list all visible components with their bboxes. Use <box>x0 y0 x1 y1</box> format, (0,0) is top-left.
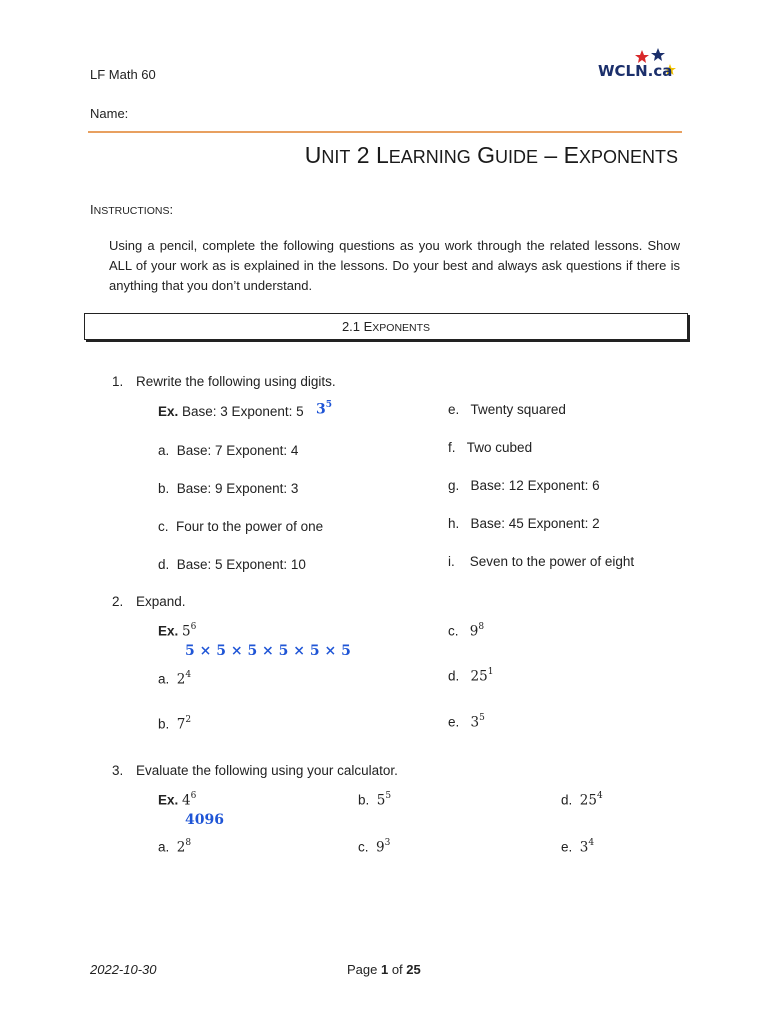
course-name: LF Math 60 <box>90 67 156 82</box>
q2-item-a: a. $2^4$ <box>158 670 192 688</box>
q3-example: Ex. $4^6$ <box>158 791 197 809</box>
q1-item-g: g. Base: 12 Exponent: 6 <box>448 478 600 493</box>
logo-suffix: .ca <box>647 62 673 80</box>
q1-item-a: a. Base: 7 Exponent: 4 <box>158 443 299 458</box>
q1-item-e: e. Twenty squared <box>448 402 566 417</box>
logo-text: WCLN <box>598 62 648 80</box>
q2-example-answer: 5 × 5 × 5 × 5 × 5 × 5 <box>185 643 351 659</box>
q2-example: Ex. $5^6$ <box>158 622 197 640</box>
q3-example-answer: 4096 <box>185 812 224 828</box>
header-rule <box>88 131 682 133</box>
q2-item-b: b. $7^2$ <box>158 715 192 733</box>
footer-page-number: Page 1 of 25 <box>347 962 421 977</box>
q2-item-e: e. $3^5$ <box>448 713 485 731</box>
q1-prompt: Rewrite the following using digits. <box>136 374 336 389</box>
q3-item-e: e. $3^4$ <box>561 838 595 856</box>
q3-item-c: c. $9^3$ <box>358 838 391 856</box>
q1-item-f: f. Two cubed <box>448 440 533 455</box>
section-heading: 2.1 EXPONENTS <box>84 313 688 340</box>
q1-example: Ex. Base: 3 Exponent: 5 <box>158 404 304 419</box>
q3-number: 3. <box>112 763 124 778</box>
q1-item-h: h. Base: 45 Exponent: 2 <box>448 516 600 531</box>
q3-item-b: b. $5^5$ <box>358 791 392 809</box>
q1-item-i: i. Seven to the power of eight <box>448 554 635 569</box>
q1-item-d: d. Base: 5 Exponent: 10 <box>158 557 306 572</box>
footer-date: 2022-10-30 <box>90 962 157 977</box>
q1-item-c: c. Four to the power of one <box>158 519 324 534</box>
q2-prompt: Expand. <box>136 594 186 609</box>
q3-item-a: a. $2^8$ <box>158 838 192 856</box>
q3-item-d: d. $25^4$ <box>561 791 603 809</box>
wcln-logo <box>598 48 678 80</box>
q2-item-c: c. $9^8$ <box>448 622 485 640</box>
q1-number: 1. <box>112 374 124 389</box>
q3-prompt: Evaluate the following using your calculator. <box>136 763 398 778</box>
name-label: Name: <box>90 106 129 121</box>
page-title: UNIT 2 LEARNING GUIDE – EXPONENTS <box>304 142 678 168</box>
q2-number: 2. <box>112 594 124 609</box>
instructions-heading: INSTRUCTIONS: <box>90 202 174 217</box>
q1-example-answer: $3^5$ <box>316 400 333 418</box>
instructions-body: Using a pencil, complete the following questions as you work through the related lessons. Show ALL of your work as is explained in the lessons. Do your best and always ask questions if there is anything that you don’t understand. <box>109 238 680 293</box>
q1-item-b: b. Base: 9 Exponent: 3 <box>158 481 299 496</box>
q2-item-d: d. $25^1$ <box>448 667 494 685</box>
